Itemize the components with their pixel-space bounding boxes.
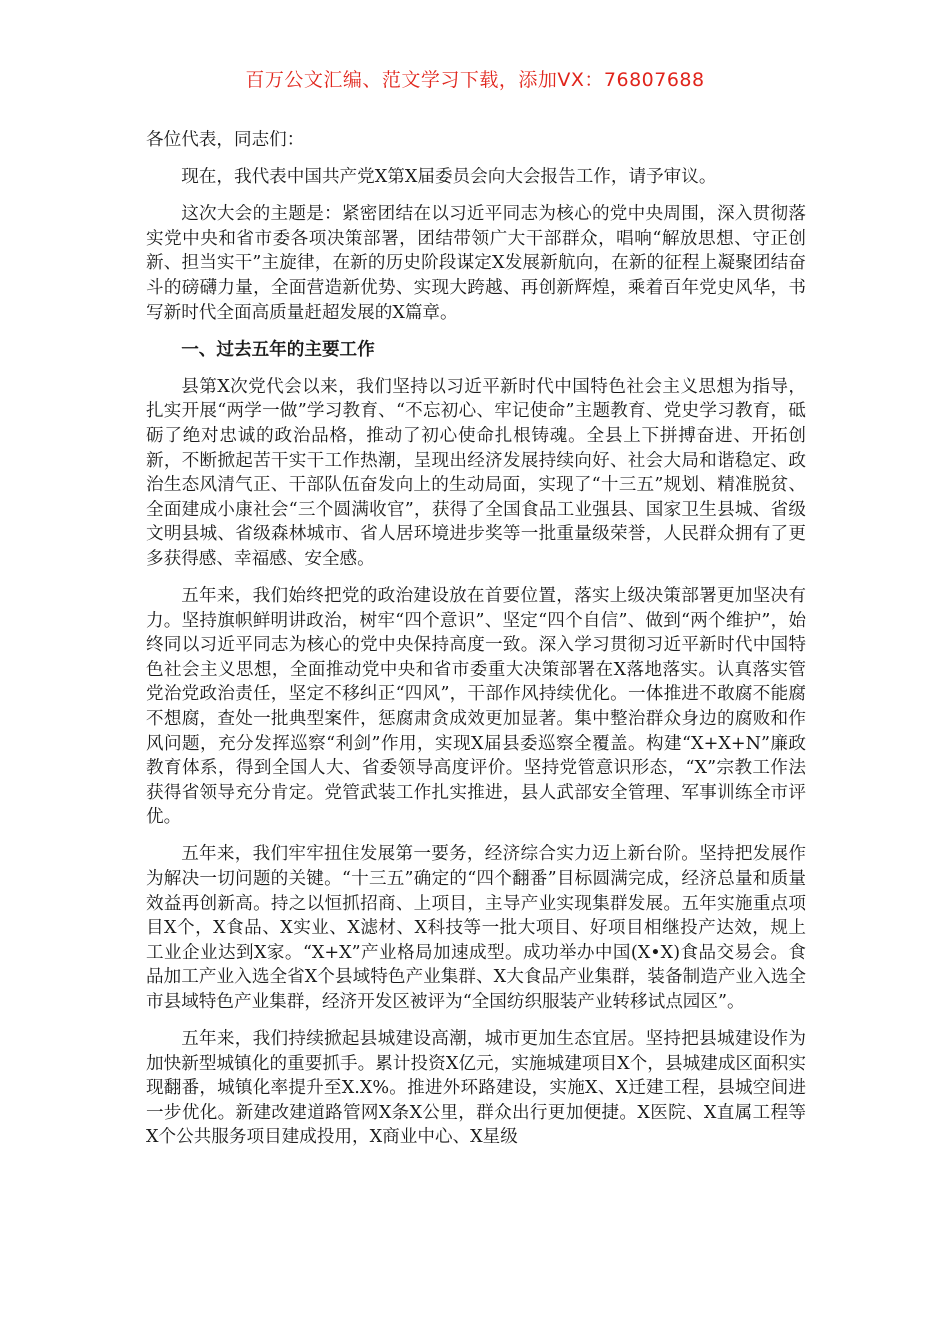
body-paragraph: 县第X次党代会以来，我们坚持以习近平新时代中国特色社会主义思想为指导，扎实开展“两学一做”学习教育、“不忘初心、牢记使命”主题教育、党史学习教育，砥砺了绝对忠诚的政治品格，推动了初心使命扎根铸魂。全县上下拼搏奋进、开拓创新，不断掀起苦干实干工作热潮，呈现出经济发展持续向好、社会大局和谐稳定、政治生态风清气正、干部队伍奋发向上的生动局面，实现了“十三五”规划、精准脱贫、全面建成小康社会“三个圆满收官”，获得了全国食品工业强县、国家卫生县城、省级文明县城、省级森林城市、省人居环境进步奖等一批重量级荣誉，人民群众拥有了更多获得感、幸福感、安全感。 [146, 376, 806, 569]
intro-paragraph: 这次大会的主题是：紧密团结在以习近平同志为核心的党中央周围，深入贯彻落实党中央和省市委各项决策部署，团结带领广大干部群众，唱响“解放思想、守正创新、担当实干”主旋律，在新的历史阶段谋定X发展新航向，在新的征程上凝聚团结奋斗的磅礴力量，全面营造新优势、实现大跨越、再创新辉煌，乘着百年党史风华，书写新时代全面高质量赶超发展的X篇章。 [146, 204, 806, 323]
body-paragraph: 五年来，我们牢牢扭住发展第一要务，经济综合实力迈上新台阶。坚持把发展作为解决一切问题的关键。“十三五”确定的“四个翻番”目标圆满完成，经济总量和质量效益再创新高。持之以恒抓招商、上项目，主导产业实现集群发展。五年实施重点项目X个，X食品、X实业、X滤材、X科技等一批大项目、好项目相继投产达效，规上工业企业达到X家。“X+X”产业格局加速成型。成功举办中国(X•X)食品交易会。食品加工产业入选全省X个县域特色产业集群、X大食品产业集群，装备制造产业入选全市县域特色产业集群，经济开发区被评为“全国纺织服装产业转移试点园区”。 [146, 844, 806, 1012]
body-paragraph: 五年来，我们始终把党的政治建设放在首要位置，落实上级决策部署更加坚决有力。坚持旗帜鲜明讲政治，树牢“四个意识”、坚定“四个自信”、做到“两个维护”，始终同以习近平同志为核心的党中央保持高度一致。深入学习贯彻习近平新时代中国特色社会主义思想，全面推动党中央和省市委重大决策部署在X落地落实。认真落实管党治党政治责任，坚定不移纠正“四风”，干部作风持续优化。一体推进不敢腐不能腐不想腐，查处一批典型案件，惩腐肃贪成效更加显著。集中整治群众身边的腐败和作风问题，充分发挥巡察“利剑”作用，实现X届县委巡察全覆盖。构建“X+X+N”廉政教育体系，得到全国人大、省委领导高度评价。坚持党管意识形态，“X”宗教工作法获得省领导充分肯定。党管武装工作扎实推进，县人武部安全管理、军事训练全市评优。 [146, 586, 806, 828]
section-heading: 一、过去五年的主要工作 [181, 339, 375, 360]
document-body [146, 128, 806, 1163]
salutation: 各位代表，同志们： [146, 130, 305, 150]
intro-paragraph: 现在，我代表中国共产党X第X届委员会向大会报告工作，请予审议。 [181, 167, 717, 188]
body-paragraph: 五年来，我们持续掀起县城建设高潮，城市更加生态宜居。坚持把县城建设作为加快新型城镇化的重要抓手。累计投资X亿元，实施城建项目X个，县城建成区面积实现翻番，城镇化率提升至X.X%。推进外环路建设，实施X、X迁建工程，县城空间进一步优化。新建改建道路管网X条X公里，群众出行更加便捷。X医院、X直属工程等X个公共服务项目建成投用，X商业中心、X星级 [146, 1029, 806, 1148]
watermark-banner: 百万公文汇编、范文学习下载，添加VX：76807688 [245, 69, 705, 91]
